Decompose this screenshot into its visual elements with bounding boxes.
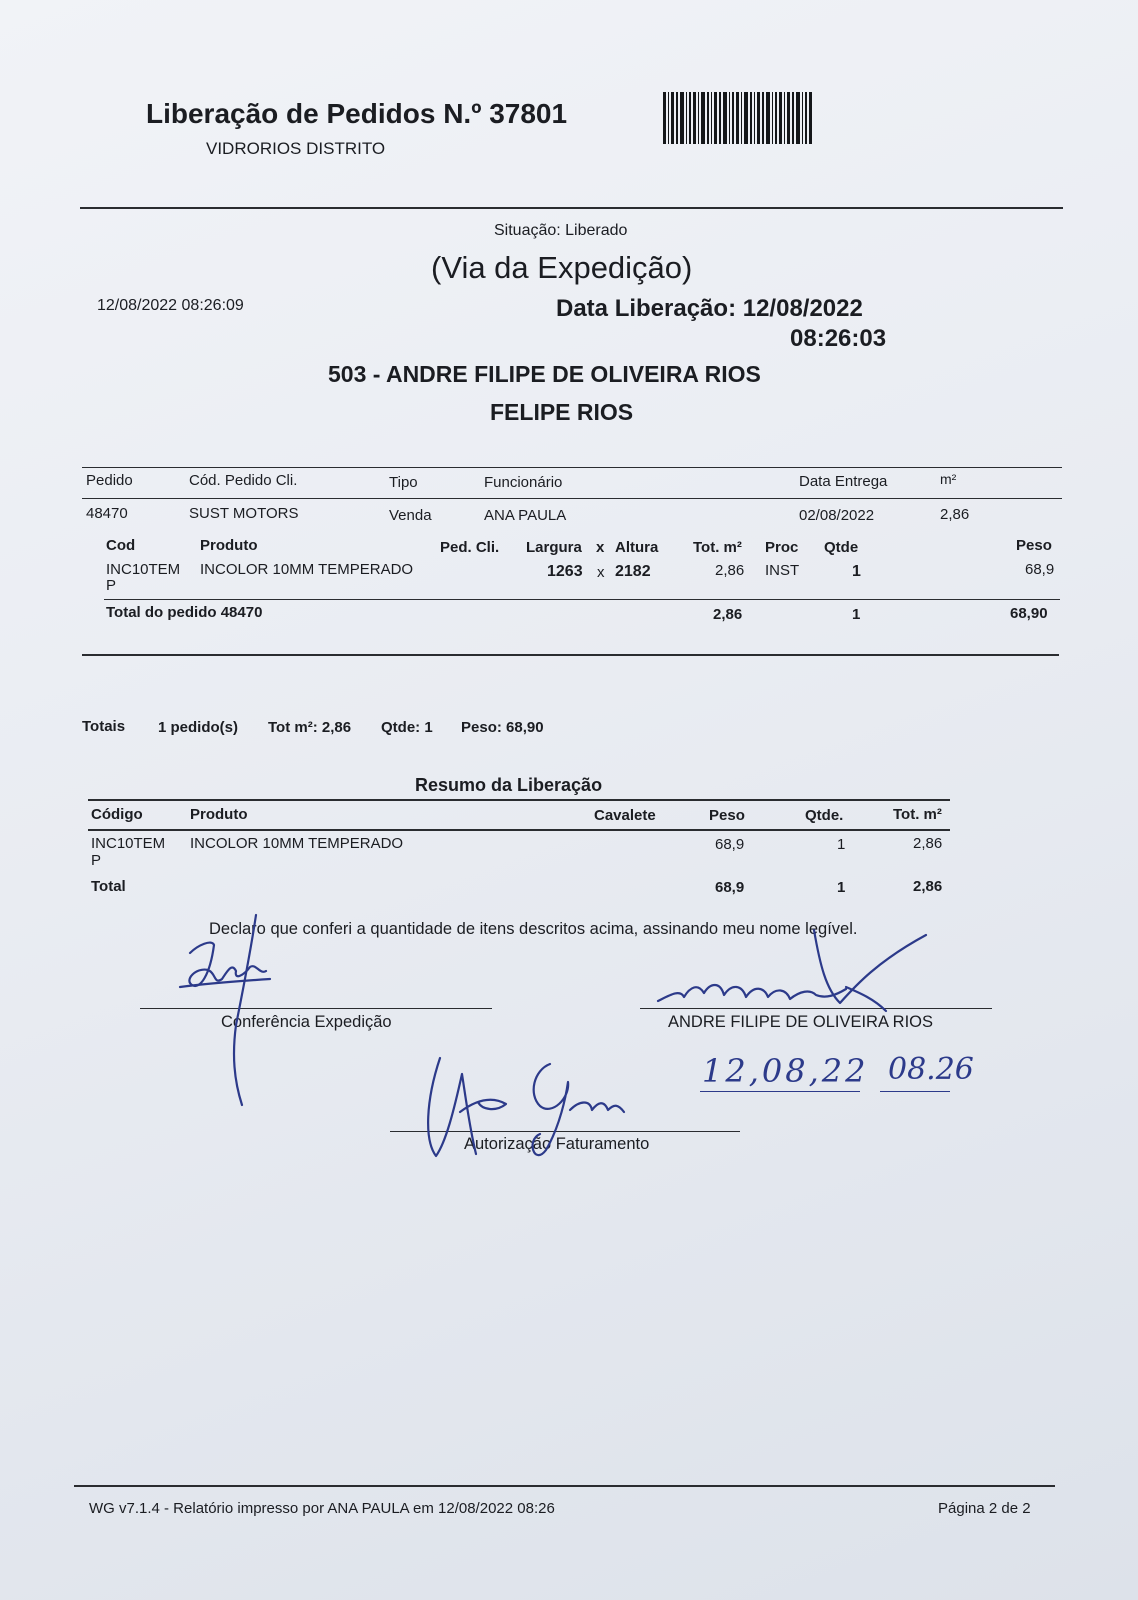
item-code-line2: P [106,577,117,594]
release-date: Data Liberação: 12/08/2022 [556,295,863,322]
order-header-m2: m² [940,471,957,487]
summary-total-label: Total [91,878,126,895]
totals-qtde: Qtde: 1 [381,719,433,736]
summary-header-tot-m2: Tot. m² [893,806,942,823]
summary-top-rule [88,799,950,801]
order-total-m2: 2,86 [713,606,743,623]
employee-name: ANA PAULA [484,507,567,524]
summary-header-cavalete: Cavalete [594,807,656,824]
totals-m2: Tot m²: 2,86 [268,719,352,736]
summary-header-produto: Produto [190,806,248,823]
item-proc: INST [765,562,800,579]
status-text: Situação: Liberado [494,222,628,239]
item-header-x: x [596,539,605,556]
item-code-line1: INC10TEM [106,561,181,578]
order-total-weight: 68,90 [1010,605,1048,622]
signature-label-autorizacao: Autorização Faturamento [464,1135,650,1153]
summary-code-line1: INC10TEM [91,835,166,852]
item-header-altura: Altura [615,539,659,556]
header-divider [80,207,1063,209]
item-width: 1263 [547,563,583,580]
order-total-label: Total do pedido 48470 [106,604,263,621]
item-header-largura: Largura [526,539,582,556]
order-table-top-rule [82,467,1062,468]
summary-total-qtde: 1 [837,879,846,896]
item-product: INCOLOR 10MM TEMPERADO [200,561,414,578]
client-nickname: FELIPE RIOS [490,399,634,425]
item-header-ped-cli: Ped. Cli. [440,539,500,556]
summary-weight: 68,9 [715,836,745,853]
item-header-qtde: Qtde [824,539,859,556]
copy-type: (Via da Expedição) [431,250,693,285]
handwritten-underline-date [700,1091,860,1092]
document-title: Liberação de Pedidos N.º 37801 [146,98,568,129]
order-header-funcionario: Funcionário [484,474,563,491]
totals-label: Totais [82,718,126,735]
client-name: 503 - ANDRE FILIPE DE OLIVEIRA RIOS [328,361,761,387]
totals-orders: 1 pedido(s) [158,719,239,736]
summary-header-codigo: Código [91,806,143,823]
summary-m2: 2,86 [913,835,943,852]
order-m2: 2,86 [940,506,970,523]
summary-qtde: 1 [837,836,846,853]
item-weight: 68,9 [1025,561,1055,578]
summary-title: Resumo da Liberação [415,775,603,795]
order-type: Venda [389,507,432,524]
item-x: x [597,564,605,581]
company-name: VIDRORIOS DISTRITO [206,139,386,158]
delivery-date: 02/08/2022 [799,507,875,524]
item-header-produto: Produto [200,537,258,554]
order-number: 48470 [86,505,128,522]
item-height: 2182 [615,563,651,580]
handwritten-time: 08.26 [888,1052,974,1087]
signature-label-conferencia: Conferência Expedição [221,1013,392,1031]
item-header-proc: Proc [765,539,799,556]
handwritten-signature-autorizacao [420,1050,635,1170]
summary-code-line2: P [91,852,102,869]
item-header-tot-m2: Tot. m² [693,539,742,556]
handwritten-signature-client [650,925,940,1030]
release-time: 08:26:03 [790,325,887,352]
order-header-data-entrega: Data Entrega [799,473,888,490]
barcode [663,92,839,144]
order-total-rule [104,599,1060,600]
summary-product: INCOLOR 10MM TEMPERADO [190,835,404,852]
totals-weight: Peso: 68,90 [461,719,544,736]
print-datetime: 12/08/2022 08:26:09 [97,297,244,314]
item-header-cod: Cod [106,537,136,554]
handwritten-signature-conferencia [170,915,280,1110]
order-total-qtde: 1 [852,606,861,623]
summary-header-peso: Peso [709,807,745,824]
item-qtde: 1 [852,563,861,580]
item-tot-m2: 2,86 [715,562,745,579]
declaration-text: Declaro que conferi a quantidade de itens descritos acima, assinando meu nome legível. [209,920,858,938]
summary-total-weight: 68,9 [715,879,745,896]
summary-header-rule [88,829,950,831]
handwritten-underline-time [880,1091,950,1092]
client-order-code: SUST MOTORS [189,505,299,522]
footer-print-info: WG v7.1.4 - Relatório impresso por ANA PAULA em 12/08/2022 08:26 [89,1500,555,1517]
order-header-tipo: Tipo [389,474,418,491]
footer-page-number: Página 2 de 2 [938,1500,1031,1517]
summary-header-qtde: Qtde. [805,807,844,824]
signature-label-client: ANDRE FILIPE DE OLIVEIRA RIOS [668,1013,933,1031]
summary-total-m2: 2,86 [913,878,943,895]
order-header-cod-cli: Cód. Pedido Cli. [189,472,298,489]
item-header-peso: Peso [1016,537,1052,554]
order-header-rule [82,498,1062,499]
order-table-bottom-rule [82,654,1059,656]
footer-rule [74,1485,1055,1487]
order-header-pedido: Pedido [86,472,133,489]
handwritten-date: 12,08,22 [702,1052,869,1090]
